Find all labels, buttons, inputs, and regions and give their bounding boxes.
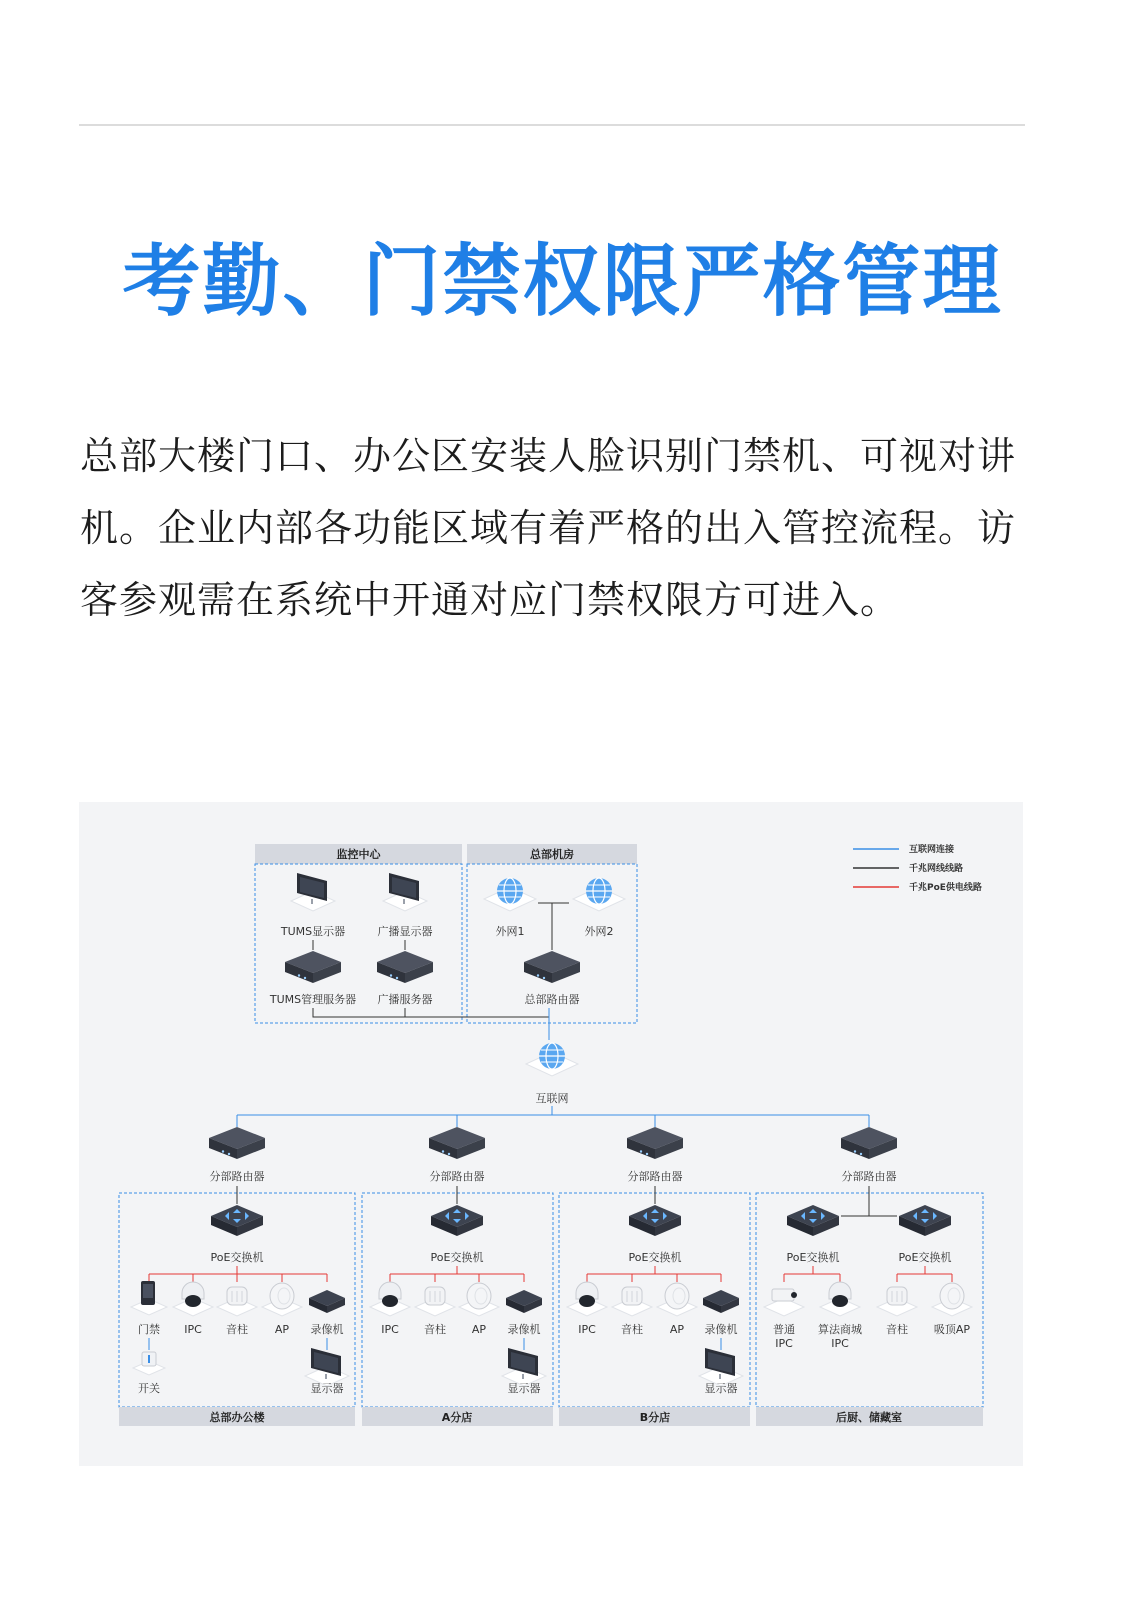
internet-label: 互联网 — [535, 1092, 569, 1105]
device-label: 门禁 — [138, 1323, 160, 1336]
device-label: 音柱 — [621, 1323, 643, 1336]
zone-title: A分店 — [441, 1411, 473, 1424]
device-label: 录像机 — [310, 1323, 344, 1336]
tums-server-label: TUMS管理服务器 — [269, 993, 357, 1006]
ap-icon — [262, 1283, 302, 1316]
hq-router-icon — [524, 951, 580, 983]
server-router-bus — [313, 1008, 549, 1017]
device-label: IPC — [578, 1323, 596, 1336]
zone-title: 总部办公楼 — [209, 1411, 265, 1424]
poe-switch-label: PoE交换机 — [628, 1251, 682, 1264]
poe-switch-label: PoE交换机 — [430, 1251, 484, 1264]
wan2-label: 外网2 — [584, 925, 614, 938]
speaker-icon — [612, 1287, 652, 1316]
poe-switch-icon — [431, 1205, 483, 1236]
page-headline: 考勤、门禁权限严格管理 — [122, 237, 1003, 327]
zone-b-store — [559, 1205, 750, 1426]
device-label: AP — [471, 1323, 487, 1336]
top-divider — [79, 124, 1025, 126]
wan1-globe-icon — [484, 878, 536, 911]
broadcast-monitor-label: 广播显示器 — [377, 925, 433, 938]
display-label: 显示器 — [704, 1382, 738, 1395]
display-monitor-icon — [502, 1348, 546, 1386]
tums-monitor-label: TUMS显示器 — [280, 925, 346, 938]
display-label: 显示器 — [310, 1382, 344, 1395]
ceiling-ap-icon — [932, 1283, 972, 1316]
tums-monitor-icon — [291, 873, 335, 911]
zone-title: 后厨、储藏室 — [836, 1411, 902, 1424]
intro-paragraph: 总部大楼门口、办公区安装人脸识别门禁机、可视对讲机。企业内部各功能区域有着严格的出入管控流程。访客参观需在系统中开通对应门禁权限方可进入。 — [80, 434, 1017, 622]
branch-router-icon — [627, 1127, 683, 1159]
ipc-camera-icon — [567, 1282, 607, 1316]
ipc-camera-icon — [173, 1282, 213, 1316]
speaker-icon — [415, 1287, 455, 1316]
poe-switch-label: PoE交换机 — [898, 1251, 952, 1264]
monitor-center-panel — [255, 844, 462, 1023]
branch-router-icon — [209, 1127, 265, 1159]
device-label: 音柱 — [226, 1323, 248, 1336]
device-label: AP — [669, 1323, 685, 1336]
poe-switch-label: PoE交换机 — [210, 1251, 264, 1264]
hq-machine-room-panel — [467, 844, 637, 1023]
network-topology-diagram — [79, 802, 1023, 1466]
poe-switch-icon — [629, 1205, 681, 1236]
tums-server-icon — [285, 951, 341, 983]
ai-camera-icon — [820, 1282, 860, 1316]
branch-router-label: 分部路由器 — [429, 1170, 485, 1183]
nvr-icon — [309, 1290, 345, 1313]
monitor-center-title: 监控中心 — [336, 848, 381, 861]
branch-router-label: 分部路由器 — [627, 1170, 683, 1183]
switch-toggle-label: 开关 — [138, 1382, 160, 1395]
legend-poe-label: 千兆PoE供电线路 — [909, 883, 982, 893]
zone-kitchen-storage — [756, 1205, 983, 1426]
legend — [853, 843, 982, 893]
zone-hq-office — [119, 1205, 355, 1426]
legend-gigabit-label: 千兆网线线路 — [909, 864, 964, 874]
nvr-icon — [506, 1290, 542, 1313]
speaker-icon — [217, 1287, 257, 1316]
branch-router-label: 分部路由器 — [209, 1170, 265, 1183]
poe-switch-icon — [211, 1205, 263, 1236]
machine-room-title: 总部机房 — [530, 848, 574, 861]
wan1-label: 外网1 — [495, 925, 525, 938]
device-label: 吸顶AP — [933, 1323, 971, 1336]
device-label: IPC — [184, 1323, 202, 1336]
switch-toggle-icon — [133, 1352, 165, 1375]
nvr-icon — [703, 1290, 739, 1313]
device-label: 录像机 — [507, 1323, 541, 1336]
device-label: 音柱 — [886, 1323, 908, 1336]
legend-internet-label: 互联网连接 — [909, 845, 955, 855]
zone-a-store — [362, 1205, 553, 1426]
wan2-globe-icon — [573, 878, 625, 911]
branch-router-icon — [841, 1127, 897, 1159]
device-label: IPC — [775, 1337, 793, 1350]
device-label: 音柱 — [424, 1323, 446, 1336]
broadcast-server-label: 广播服务器 — [377, 993, 433, 1006]
branch-router-label: 分部路由器 — [841, 1170, 897, 1183]
device-label: AP — [274, 1323, 290, 1336]
poe-switch-icon — [899, 1205, 951, 1236]
zone-title: B分店 — [639, 1411, 671, 1424]
device-label: 录像机 — [704, 1323, 738, 1336]
branch-router-icon — [429, 1127, 485, 1159]
speaker-icon — [877, 1287, 917, 1316]
broadcast-monitor-icon — [383, 873, 427, 911]
internet-globe-icon — [526, 1043, 578, 1076]
ap-icon — [459, 1283, 499, 1316]
display-monitor-icon — [699, 1348, 743, 1386]
poe-switch-label: PoE交换机 — [786, 1251, 840, 1264]
bullet-camera-icon — [764, 1289, 804, 1316]
ap-icon — [657, 1283, 697, 1316]
device-label: IPC — [831, 1337, 849, 1350]
broadcast-server-icon — [377, 951, 433, 983]
ipc-camera-icon — [370, 1282, 410, 1316]
device-label: 普通 — [773, 1323, 795, 1336]
device-label: 算法商城 — [818, 1323, 862, 1336]
door-access-icon — [131, 1281, 167, 1315]
display-monitor-icon — [305, 1348, 349, 1386]
poe-switch-icon — [787, 1205, 839, 1236]
display-label: 显示器 — [507, 1382, 541, 1395]
device-label: IPC — [381, 1323, 399, 1336]
hq-router-label: 总部路由器 — [524, 993, 580, 1006]
